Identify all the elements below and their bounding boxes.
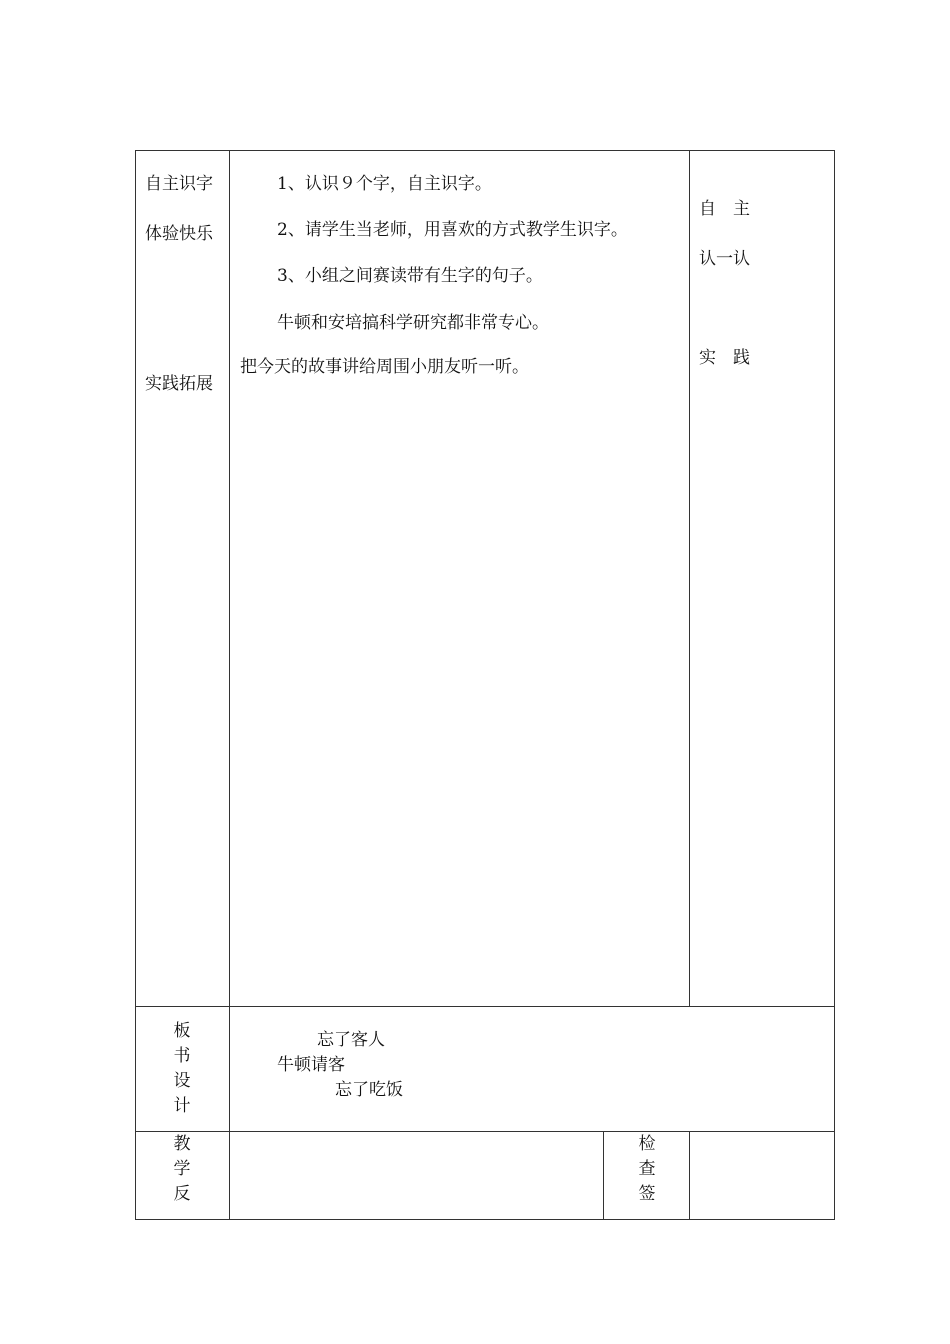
label-practice-extension: 实践拓展 xyxy=(145,374,213,394)
note-self: 自 主 xyxy=(699,199,750,219)
table-border-left xyxy=(135,150,136,1220)
content-line-2: 2、请学生当老师，用喜欢的方式教学生识字。 xyxy=(277,220,628,240)
content-line-1: 1、认识９个字，自主识字。 xyxy=(277,174,492,194)
label-board-char: 书 xyxy=(173,1046,191,1066)
note-practice: 实 践 xyxy=(699,348,750,368)
label-teaching-reflection xyxy=(167,1132,197,1207)
label-reflection-char: 教 xyxy=(173,1134,191,1154)
label-board-char: 设 xyxy=(173,1071,191,1091)
table-border-top xyxy=(135,150,835,151)
board-line-newton-treats: 牛顿请客 xyxy=(277,1055,345,1075)
label-self-literacy: 自主识字 xyxy=(145,174,213,194)
table-divider-col-right xyxy=(689,150,690,1006)
table-border-bottom xyxy=(135,1219,835,1220)
board-line-forgot-eating: 忘了吃饭 xyxy=(335,1080,403,1100)
content-line-5: 把今天的故事讲给周围小朋友听一听。 xyxy=(240,357,529,377)
label-reflection-char: 学 xyxy=(173,1159,191,1179)
content-line-3: 3、小组之间赛读带有生字的句子。 xyxy=(277,266,543,286)
label-check-char: 签 xyxy=(638,1184,656,1204)
label-check-char: 检 xyxy=(638,1134,656,1154)
label-reflection-char: 反 xyxy=(173,1184,191,1204)
table-divider-col-check xyxy=(603,1131,604,1219)
label-experience-joy: 体验快乐 xyxy=(145,224,213,244)
note-recognize: 认一认 xyxy=(699,249,750,269)
label-board-char: 板 xyxy=(173,1021,191,1041)
content-line-4: 牛顿和安培搞科学研究都非常专心。 xyxy=(277,313,549,333)
label-board-design xyxy=(167,1019,197,1119)
table-divider-col1 xyxy=(229,150,230,1220)
table-divider-row1 xyxy=(135,1006,835,1007)
label-check-char: 查 xyxy=(638,1159,656,1179)
label-board-char: 计 xyxy=(173,1096,191,1116)
table-divider-col-sign xyxy=(689,1131,690,1219)
table-border-right xyxy=(834,150,835,1220)
label-check-sign xyxy=(632,1132,662,1207)
table-divider-row2 xyxy=(135,1131,835,1132)
board-line-forgot-guests: 忘了客人 xyxy=(317,1030,385,1050)
